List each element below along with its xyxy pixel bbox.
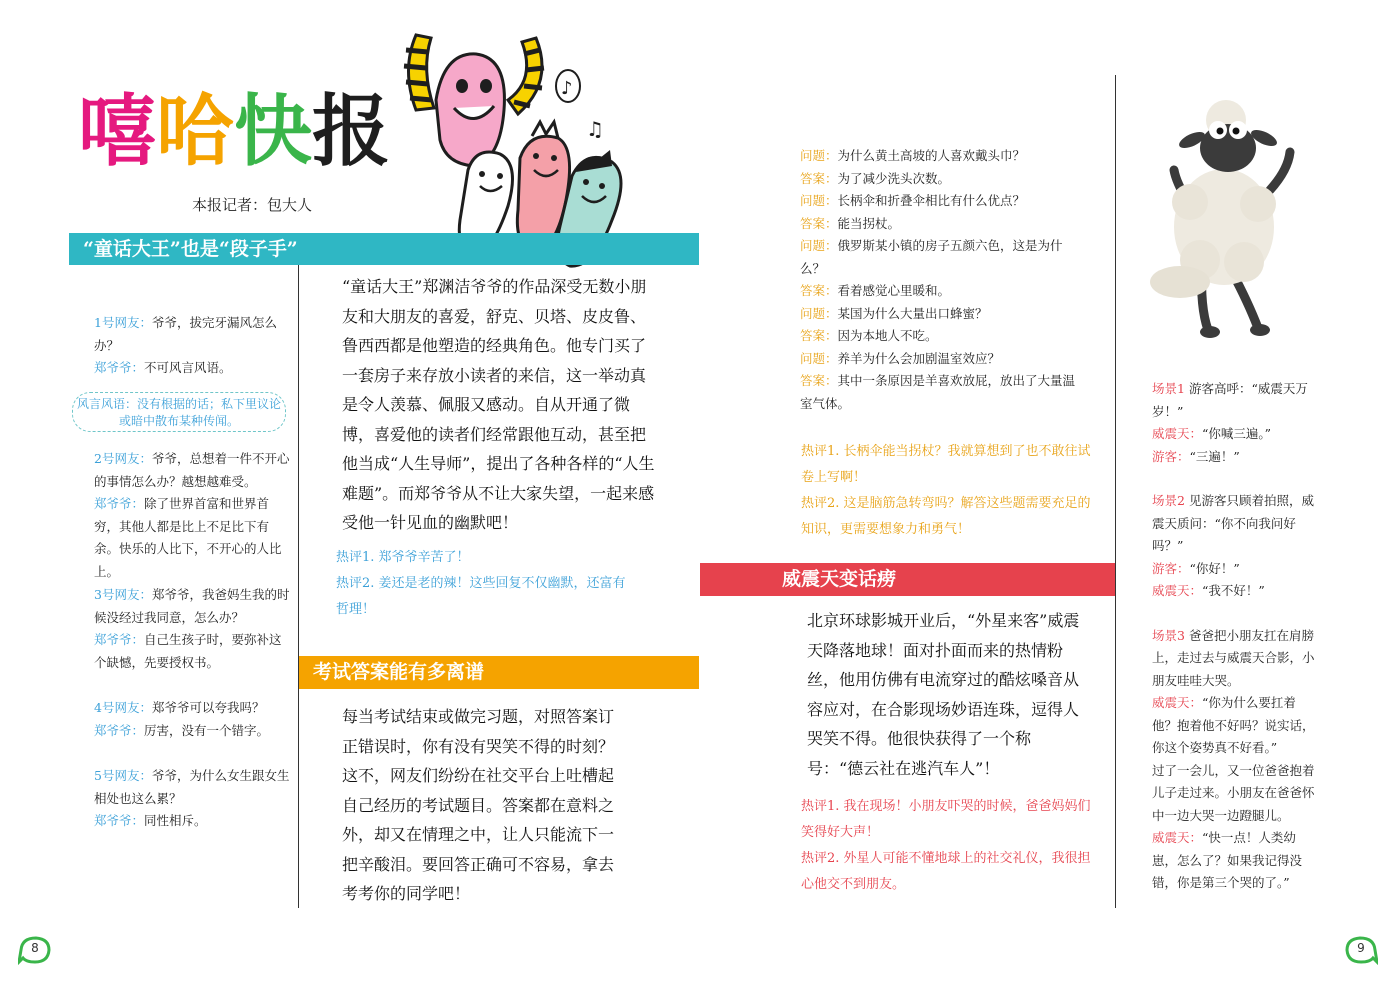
- exam-answer: 看着感觉心里暖和。: [837, 283, 951, 298]
- exam-question: 养羊为什么会加剧温室效应？: [837, 350, 1001, 366]
- title-char-1: 嘻: [78, 87, 155, 177]
- speaker: 威震天：: [1152, 583, 1203, 598]
- qa-question: 郑爷爷，我爸妈生我的时候没经过我同意，怎么办？: [94, 587, 290, 625]
- scene-label: 场景1: [1152, 381, 1185, 396]
- scene-text: 游客高呼：“威震天万岁！”: [1152, 381, 1308, 419]
- section1-body: [310, 272, 660, 538]
- qa-question: 爷爷，拔完牙漏风怎么办？: [94, 315, 277, 353]
- section1-body-text: “童话大王”郑渊洁爷爷的作品深受无数小朋友和大朋友的喜爱，舒克、贝塔、皮皮鲁、鲁西西都是他塑造的经典角色。他专门买了一套房子来存放小读者的来信，这一举动真是令人羡慕、佩服又感动。自从开通了微博，喜爱他的读者们经常跟他互动，甚至把他当成“人生导师”，提出了各种各样的“人生难题”。而郑爷爷从不让大家失望，一起来感受他一针见血的幽默吧！: [342, 277, 655, 532]
- section-banner-fairytale: “童话大王”也是“段子手”: [69, 233, 699, 265]
- dialogue-line: “三遍！”: [1189, 448, 1240, 464]
- section-banner-megatron: 威震天变话痨: [700, 563, 1115, 596]
- hot-comment-2: 热评2. 外星人可能不懂地球上的社交礼仪，我很担心他交不到朋友。: [801, 851, 1091, 892]
- hot-comment-1: 热评1. 郑爷爷辛苦了！: [336, 550, 470, 565]
- speaker: 威震天：: [1152, 695, 1203, 710]
- qa-speaker: 郑爷爷: [94, 632, 132, 647]
- dialogue-line: “你好！”: [1189, 560, 1240, 576]
- qa-question: 郑爷爷可以夸我吗？: [151, 700, 265, 715]
- exam-question: 长柄伞和折叠伞相比有什么优点？: [837, 193, 1026, 208]
- page-number-text: 9: [1357, 941, 1365, 955]
- qa-answer: 自己生孩子时，要弥补这个缺憾，先要授权书。: [94, 632, 282, 670]
- page-number-right: [1344, 935, 1378, 965]
- title-char-4: 报: [312, 87, 389, 177]
- svg-text:♫: ♫: [586, 117, 604, 141]
- idiom-note: 风言风语：没有根据的话；私下里议论或暗中散布某种传闻。: [72, 392, 286, 432]
- qa-speaker: 1号网友: [94, 315, 140, 330]
- byline: 本报记者：包大人: [192, 196, 313, 214]
- column-divider-right: [1115, 75, 1116, 908]
- qa-speaker: 郑爷爷: [94, 360, 132, 375]
- section-banner-exam: 考试答案能有多离谱: [299, 656, 699, 689]
- qa-item-3: 3号网友：郑爷爷，我爸妈生我的时候没经过我同意，怎么办？ 郑爷爷：自己生孩子时，要弥补这个缺憾，先要授权书。: [94, 587, 290, 670]
- section2-comments: [775, 439, 1093, 543]
- qa-item-1: 1号网友：爷爷，拔完牙漏风怎么办？ 郑爷爷：不可风言风语。: [94, 315, 277, 375]
- scene-label: 场景3: [1152, 627, 1185, 643]
- speaker: 威震天：: [1152, 830, 1203, 845]
- column-divider-left: [298, 265, 299, 908]
- section2-body-text: 每当考试结束或做完习题，对照答案订正错误时，你有没有哭笑不得的时刻？这不，网友们纷纷在社交平台上吐槽起自己经历的考试题目。答案都在意料之外，却又在情理之中，让人只能流下一把辛酸泪。要回答正确可不容易，拿去考考你的同学吧！: [342, 707, 615, 903]
- dialogue-line: “我不好！”: [1202, 583, 1265, 598]
- scene-label: 场景2: [1152, 493, 1185, 508]
- dialogue-line: “你喊三遍。”: [1202, 426, 1272, 441]
- question-label: 问题：: [800, 193, 838, 208]
- hot-comment-2: 热评2. 姜还是老的辣！这些回复不仅幽默，还富有哲理！: [336, 576, 626, 617]
- section2-body: [310, 702, 628, 909]
- section3-body-text: 北京环球影城开业后，“外星来客”威震天降落地球！面对扑面而来的热情粉丝，他用仿佛有电流穿过的酷炫嗓音从容应对，在合影现场妙语连珠，逗得人哭笑不得。他很快获得了一个称号：“德云社在逃汽车人”！: [807, 611, 1080, 778]
- answer-label: 答案：: [800, 170, 838, 186]
- exam-question: 为什么黄土高坡的人喜欢戴头巾？: [837, 148, 1026, 163]
- qa-answer: 除了世界首富和世界首穷，其他人都是比上不足比下有余。快乐的人比下，不开心的人比上。: [94, 496, 282, 579]
- answer-label: 答案：: [800, 328, 838, 343]
- exam-qa-list: [775, 145, 1087, 415]
- question-label: 问题：: [800, 305, 838, 321]
- qa-item-4: 4号网友：郑爷爷可以夸我吗？ 郑爷爷：厉害，没有一个错字。: [94, 700, 270, 738]
- dialogue-line: “快一点！人类幼崽，怎么了？如果我记得没错，你是第三个哭的了。”: [1152, 830, 1303, 890]
- sheep-illustration: [1140, 92, 1310, 342]
- question-label: 问题：: [800, 350, 838, 366]
- speaker: 威震天：: [1152, 426, 1203, 441]
- scene-text: 爸爸把小朋友扛在肩膀上，走过去与威震天合影，小朋友哇哇大哭。: [1152, 627, 1315, 688]
- qa-speaker: 5号网友: [94, 768, 140, 783]
- exam-question: 俄罗斯某小镇的房子五颜六色，这是为什么？: [800, 238, 1063, 276]
- speaker: 游客：: [1152, 560, 1190, 576]
- exam-answer: 其中一条原因是羊喜欢放屁，放出了大量温室气体。: [800, 373, 1076, 411]
- qa-item-2: 2号网友：爷爷，总想着一件不开心的事情怎么办？越想越难受。 郑爷爷：除了世界首富和世界首穷，其他人都是比上不足比下有余。快乐的人比下，不开心的人比上。: [94, 451, 290, 579]
- page-number-left: [18, 935, 52, 965]
- qa-item-5: 5号网友：爷爷，为什么女生跟女生相处也这么累？ 郑爷爷：同性相斥。: [94, 768, 290, 828]
- answer-label: 答案：: [800, 373, 838, 388]
- title-char-2: 哈: [156, 87, 233, 177]
- qa-speaker: 郑爷爷: [94, 813, 132, 828]
- qa-speaker: 3号网友: [94, 587, 140, 602]
- qa-speaker: 郑爷爷: [94, 722, 132, 738]
- megatron-scenes: [1127, 378, 1317, 895]
- title-char-3: 快: [234, 87, 311, 177]
- section1-comments: [310, 545, 628, 623]
- svg-text:♪: ♪: [561, 78, 573, 99]
- answer-label: 答案：: [800, 283, 838, 298]
- qa-answer: 厉害，没有一个错字。: [144, 722, 270, 738]
- speaker: 游客：: [1152, 448, 1190, 464]
- qa-answer: 同性相斥。: [144, 813, 207, 828]
- qa-speaker: 郑爷爷: [94, 496, 132, 511]
- hot-comment-2: 热评2. 这是脑筋急转弯吗？解答这些题需要充足的知识，更需要想象力和勇气！: [801, 496, 1091, 537]
- page-number-text: 8: [31, 941, 39, 955]
- question-label: 问题：: [800, 148, 838, 163]
- hot-comment-1: 热评1. 长柄伞能当拐杖？我就算想到了也不敢往试卷上写啊！: [801, 444, 1091, 485]
- qa-answer: 不可风言风语。: [144, 360, 232, 375]
- scene-text: 见游客只顾着拍照，威震天质问：“你不向我问好吗？”: [1152, 493, 1314, 553]
- scene-text: 过了一会儿，又一位爸爸抱着儿子走过来。小朋友在爸爸怀中一边大哭一边蹬腿儿。: [1152, 762, 1315, 823]
- qa-question: 爷爷，为什么女生跟女生相处也这么累？: [94, 768, 290, 806]
- answer-label: 答案：: [800, 215, 838, 231]
- qa-speaker: 4号网友: [94, 700, 140, 715]
- exam-answer: 为了减少洗头次数。: [837, 170, 951, 186]
- qa-speaker: 2号网友: [94, 451, 140, 466]
- section3-body: [775, 606, 1087, 783]
- dialogue-line: “你为什么要扛着他？抱着他不好吗？说实话，你这个姿势真不好看。”: [1152, 695, 1315, 755]
- hot-comment-1: 热评1. 我在现场！小朋友吓哭的时候，爸爸妈妈们笑得好大声！: [801, 799, 1091, 840]
- exam-answer: 因为本地人不吃。: [837, 328, 938, 343]
- qa-question: 爷爷，总想着一件不开心的事情怎么办？越想越难受。: [94, 451, 290, 489]
- exam-answer: 能当拐杖。: [837, 215, 901, 231]
- exam-question: 某国为什么大量出口蜂蜜？: [837, 305, 988, 321]
- question-label: 问题：: [800, 238, 838, 253]
- section3-comments: [775, 794, 1093, 898]
